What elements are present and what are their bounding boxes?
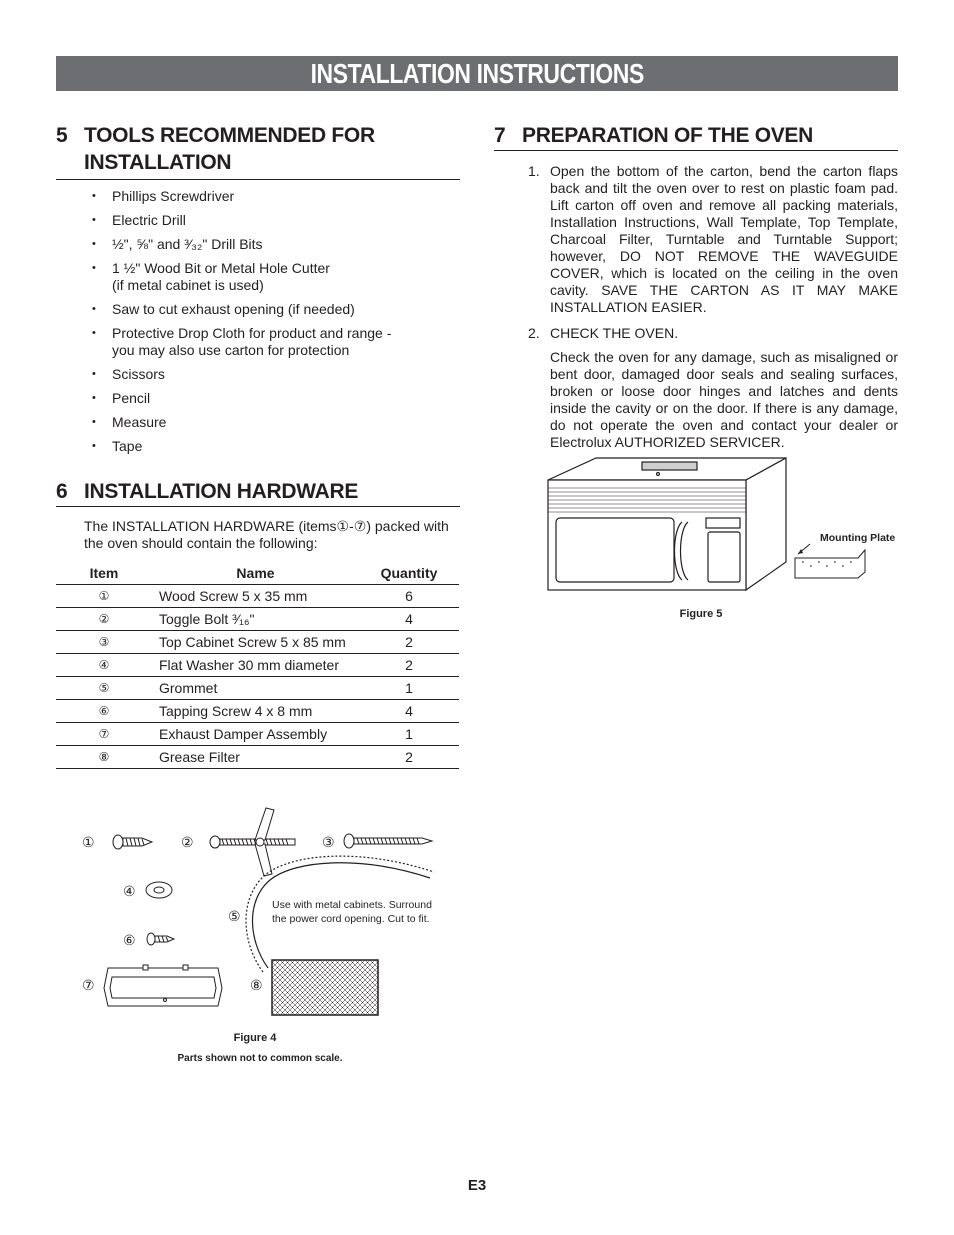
section-7-rule — [494, 150, 898, 151]
part-label-4: ④ — [123, 883, 136, 899]
section-7-heading — [494, 122, 898, 149]
part-label-2: ② — [181, 834, 194, 850]
list-item: • Electric Drill — [92, 212, 391, 229]
item-name: Grease Filter — [152, 746, 359, 769]
item-number: ④ — [56, 654, 152, 677]
column-header-name: Name — [152, 562, 359, 585]
item-number: ⑧ — [56, 746, 152, 769]
item-quantity: 2 — [359, 654, 459, 677]
item-quantity: 2 — [359, 631, 459, 654]
section-5-heading — [56, 122, 460, 178]
table-row — [56, 746, 459, 769]
part-label-7: ⑦ — [82, 977, 95, 993]
preparation-steps — [528, 163, 898, 451]
table-row — [56, 585, 459, 608]
step-number: 2. — [528, 325, 540, 341]
section-6-number: 6 — [56, 480, 68, 503]
list-item: • Pencil — [92, 390, 391, 407]
mounting-plate-arrowhead — [798, 549, 803, 554]
item-quantity: 1 — [359, 723, 459, 746]
item-quantity: 1 — [359, 677, 459, 700]
item-number: ⑥ — [56, 700, 152, 723]
banner-title: INSTALLATION INSTRUCTIONS — [310, 58, 644, 89]
oven-drawing — [548, 458, 786, 590]
column-header-quantity: Quantity — [359, 562, 459, 585]
part-label-8: ⑧ — [250, 977, 263, 993]
item-quantity: 4 — [359, 700, 459, 723]
list-item: • Tape — [92, 438, 391, 455]
table-row — [56, 700, 459, 723]
list-item: • Phillips Screwdriver — [92, 188, 391, 205]
hardware-intro: The INSTALLATION HARDWARE (items①-⑦) packed with the oven should contain the following: — [84, 518, 449, 551]
item-quantity: 2 — [359, 746, 459, 769]
item-name: Toggle Bolt ³⁄₁₆" — [152, 608, 359, 631]
grease-filter-drawing — [272, 960, 378, 1015]
figure-4-caption: Figure 4 — [233, 1032, 277, 1044]
flat-washer-drawing — [146, 882, 172, 898]
part-label-3: ③ — [322, 834, 335, 850]
item-name: Tapping Screw 4 x 8 mm — [152, 700, 359, 723]
list-item: • Scissors — [92, 366, 391, 383]
grommet-note-line-2: the power cord opening. Cut to fit. — [272, 913, 430, 925]
section-6-rule — [56, 506, 460, 507]
item-number: ② — [56, 608, 152, 631]
list-item: • Saw to cut exhaust opening (if needed) — [92, 301, 391, 318]
item-quantity: 6 — [359, 585, 459, 608]
item-number: ③ — [56, 631, 152, 654]
column-header-item: Item — [56, 562, 152, 585]
step-detail: Check the oven for any damage, such as misaligned or bent door, damaged door seals and sealing surfaces, broken or loose door hinges and latches and dents inside the cavity or on the door. If there is any damage, do not operate the oven and contact your dealer or Electrolux AUTHORIZED SERVICER. — [550, 349, 898, 450]
grommet-note-line-1: Use with metal cabinets. Surround — [272, 899, 432, 911]
list-item: • ½", ⅝" and ³⁄₃₂" Drill Bits — [92, 236, 391, 253]
table-row — [56, 654, 459, 677]
list-item — [528, 325, 898, 451]
item-name: Exhaust Damper Assembly — [152, 723, 359, 746]
mounting-plate-drawing — [795, 550, 865, 578]
section-5-number: 5 — [56, 124, 68, 147]
table-row — [56, 631, 459, 654]
figure-4-subcaption: Parts shown not to common scale. — [177, 1053, 343, 1064]
cabinet-screw-drawing — [344, 834, 432, 848]
item-quantity: 4 — [359, 608, 459, 631]
item-number: ① — [56, 585, 152, 608]
mounting-plate-label: Mounting Plate — [820, 532, 896, 544]
step-text: Open the bottom of the carton, bend the carton flaps back and tilt the oven over to rest on plastic foam pad. Lift carton off oven and remove all packing materials, Installation Instructions, Wall Template, Top Template, Charcoal Filter, Turntable and Turntable Support; however, DO NOT REMOVE THE WAVEGUIDE COVER, which is located on the ceiling in the oven cavity. SAVE THE CARTON AS IT MAY MAKE INSTALLATION EASIER. — [550, 163, 898, 315]
item-number: ⑦ — [56, 723, 152, 746]
step-number: 1. — [528, 163, 540, 179]
hardware-table — [56, 562, 459, 769]
tools-list — [92, 188, 391, 462]
part-label-6: ⑥ — [123, 932, 136, 948]
list-item: • Protective Drop Cloth for product and range - you may also use carton for protection — [92, 325, 391, 359]
list-item — [528, 163, 898, 316]
table-row — [56, 608, 459, 631]
item-name: Wood Screw 5 x 35 mm — [152, 585, 359, 608]
section-7-number: 7 — [494, 124, 506, 147]
part-label-5: ⑤ — [228, 908, 241, 924]
list-item: • 1 ½" Wood Bit or Metal Hole Cutter (if metal cabinet is used) — [92, 260, 391, 294]
step-text: CHECK THE OVEN. — [550, 325, 679, 341]
item-name: Grommet — [152, 677, 359, 700]
tapping-screw-drawing — [147, 933, 174, 945]
section-6-title: INSTALLATION HARDWARE — [84, 480, 359, 503]
wood-screw-drawing — [113, 835, 152, 849]
section-5-title: TOOLS RECOMMENDED FOR INSTALLATION — [84, 124, 375, 174]
section-6-heading — [56, 478, 460, 505]
table-header-row — [56, 562, 459, 585]
part-label-1: ① — [82, 834, 95, 850]
list-item: • Measure — [92, 414, 391, 431]
item-name: Top Cabinet Screw 5 x 85 mm — [152, 631, 359, 654]
figure-5-oven-illustration — [540, 450, 900, 600]
item-number: ⑤ — [56, 677, 152, 700]
page-number: E3 — [467, 1177, 487, 1194]
exhaust-damper-drawing — [104, 965, 222, 1006]
table-row — [56, 723, 459, 746]
section-5-rule — [56, 179, 460, 180]
section-7-title: PREPARATION OF THE OVEN — [522, 124, 814, 147]
figure-5-caption: Figure 5 — [679, 608, 723, 620]
item-name: Flat Washer 30 mm diameter — [152, 654, 359, 677]
page-banner — [56, 56, 898, 91]
table-row — [56, 677, 459, 700]
figure-4-parts-illustration — [70, 800, 450, 1025]
